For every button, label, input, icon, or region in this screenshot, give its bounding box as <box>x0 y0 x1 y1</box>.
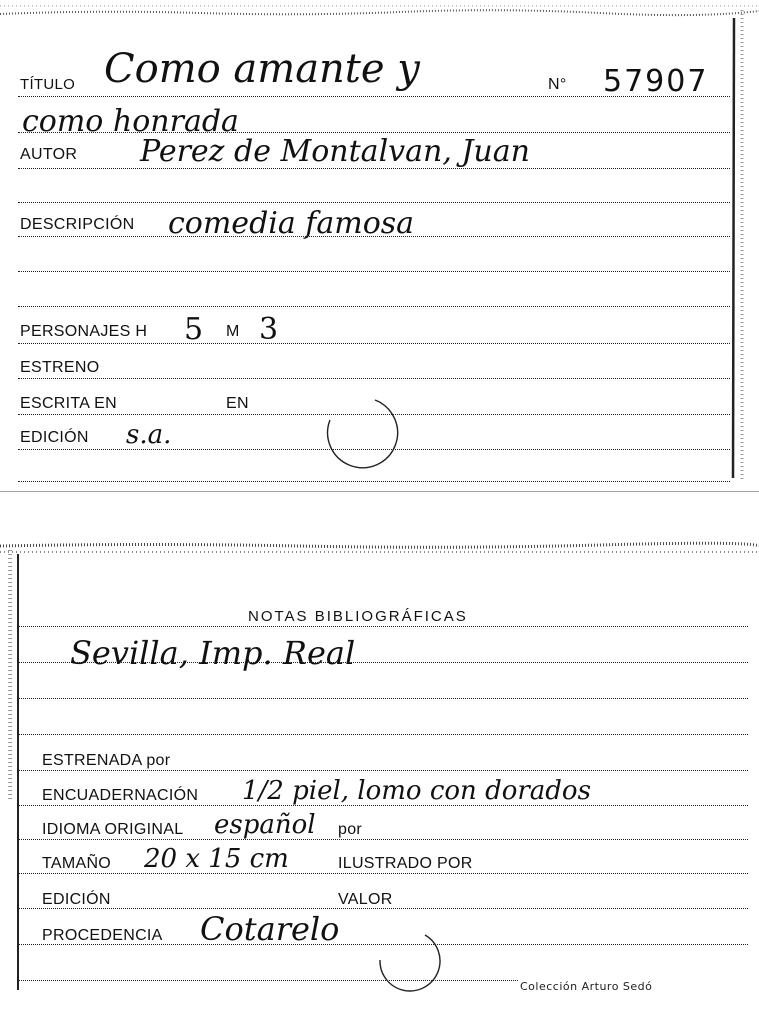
personajes-label: PERSONAJES H <box>20 323 148 340</box>
titulo-label: TÍTULO <box>20 76 76 93</box>
descripcion-value: comedia famosa <box>168 206 415 241</box>
notas-label: NOTAS BIBLIOGRÁFICAS <box>248 608 468 625</box>
estrenada-rule <box>18 770 748 771</box>
idioma-rule <box>18 839 748 840</box>
edicion-rule <box>18 449 730 450</box>
descripcion-rule-2 <box>18 271 730 272</box>
encuadernacion-label: ENCUADERNACIÓN <box>42 787 199 804</box>
coleccion-stamp: Colección Arturo Sedó <box>520 980 653 993</box>
idioma-suffix: por <box>338 821 363 838</box>
edicion-value: s.a. <box>126 420 172 450</box>
edicion-label: EDICIÓN <box>20 429 89 446</box>
tamano-rule <box>18 873 748 874</box>
autor-rule-2 <box>18 202 730 203</box>
idioma-value: español <box>214 810 316 840</box>
catalog-card-front <box>0 0 759 492</box>
estreno-label: ESTRENO <box>20 359 100 376</box>
numero-label: N° <box>548 76 567 93</box>
idioma-label: IDIOMA ORIGINAL <box>42 821 184 838</box>
estrenada-label: ESTRENADA por <box>42 752 171 769</box>
autor-value: Perez de Montalvan, Juan <box>140 134 530 169</box>
procedencia-value: Cotarelo <box>200 910 340 948</box>
personajes-m-value: 3 <box>259 312 279 347</box>
catalog-card-back <box>0 540 759 1028</box>
personajes-rule <box>18 343 730 344</box>
personajes-m-label: M <box>226 323 240 340</box>
autor-label: AUTOR <box>20 146 78 163</box>
notas-rule-3 <box>18 698 748 699</box>
descripcion-label: DESCRIPCIÓN <box>20 216 135 233</box>
encuadernacion-value: 1/2 piel, lomo con dorados <box>242 776 591 806</box>
bottom-rule <box>18 481 730 482</box>
edicion-back-label: EDICIÓN <box>42 891 111 908</box>
tamano-label: TAMAÑO <box>42 855 112 872</box>
descripcion-rule-3 <box>18 306 730 307</box>
notas-rule <box>18 626 748 627</box>
bottom-rule <box>18 980 518 981</box>
notas-value: Sevilla, Imp. Real <box>70 634 356 672</box>
titulo-handwritten-2: como honrada <box>22 104 239 139</box>
ilustrado-label: ILUSTRADO POR <box>338 855 473 872</box>
valor-label: VALOR <box>338 891 393 908</box>
en-label: EN <box>226 395 249 412</box>
notas-rule-4 <box>18 734 748 735</box>
escrita-label: ESCRITA EN <box>20 395 117 412</box>
tamano-value: 20 x 15 cm <box>144 844 289 874</box>
titulo-handwritten-1: Como amante y <box>104 46 420 92</box>
procedencia-label: PROCEDENCIA <box>42 927 163 944</box>
escrita-rule <box>18 414 730 415</box>
personajes-h-value: 5 <box>184 312 204 347</box>
numero-value: 57907 <box>603 64 709 99</box>
estreno-rule <box>18 378 730 379</box>
